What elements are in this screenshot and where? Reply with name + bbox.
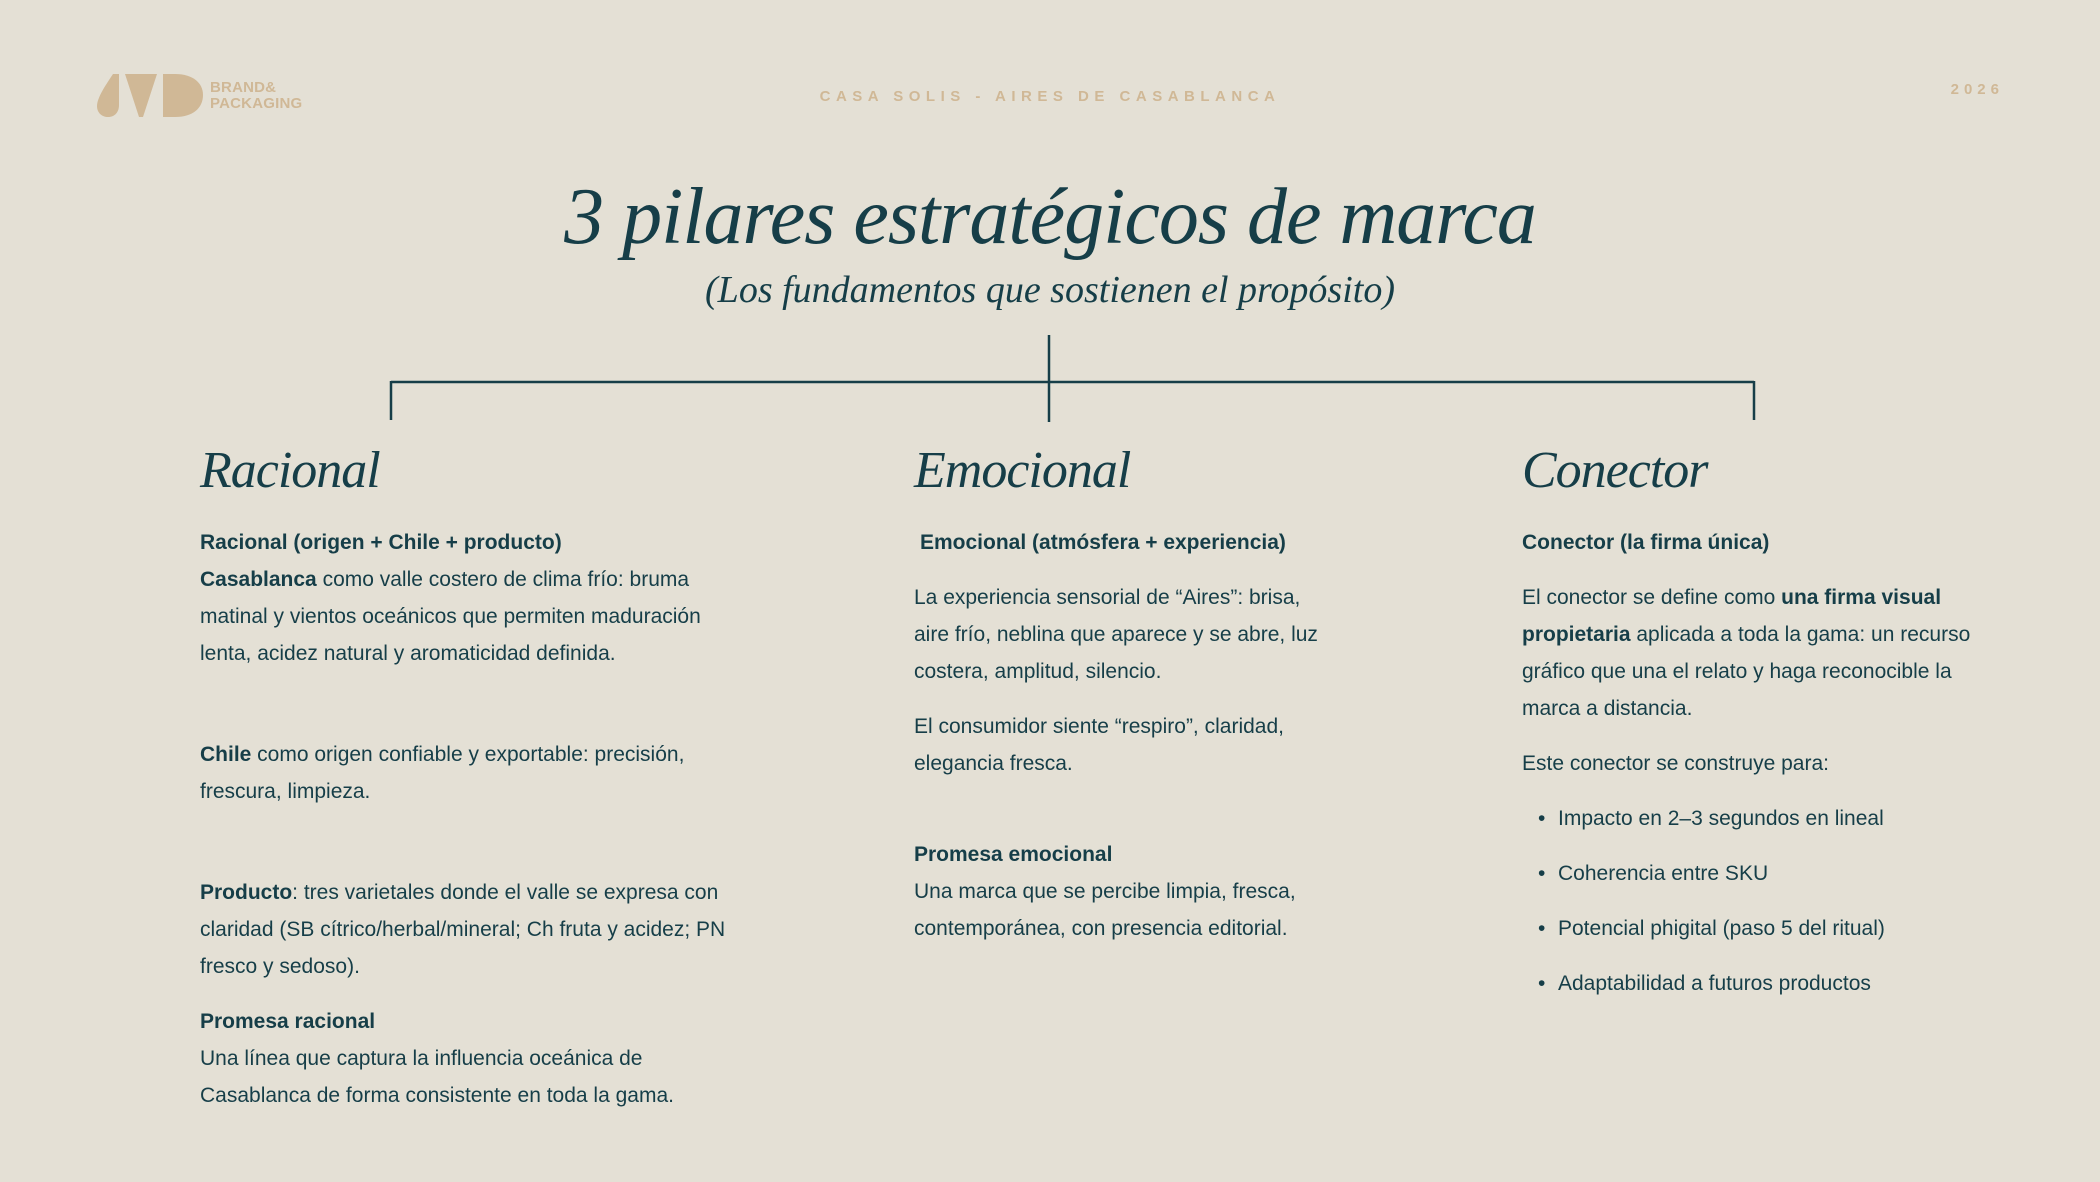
paragraph-text: como valle costero de clima frío: bruma matinal y vientos oceánicos que permiten maduración lenta, acidez natural y aromaticidad definida.: [200, 568, 701, 665]
promise-text: Una marca que se percibe limpia, fresca, contemporánea, con presencia editorial.: [914, 880, 1296, 940]
header-year: 2026: [1950, 81, 2004, 98]
list-item: • Coherencia entre SKU: [1538, 855, 1972, 892]
paragraph-text: aplicada a toda la gama: un recurso gráfico que una el relato y haga reconocible la marca a distancia.: [1522, 623, 1971, 720]
pillar-heading: Racional (origen + Chile + producto): [200, 531, 562, 554]
bold-term: Casablanca: [200, 568, 317, 591]
pillar-paragraph: [200, 874, 740, 985]
promise-label: Promesa racional: [200, 1010, 376, 1033]
page-title: 3 pilares estratégicos de marca: [564, 173, 1536, 261]
pillar-racional: [200, 440, 740, 1114]
list-item: • Potencial phigital (paso 5 del ritual): [1538, 910, 1972, 947]
promise-label: Promesa emocional: [914, 843, 1113, 866]
pillar-paragraph: [1522, 579, 1972, 727]
conector-bullet-list: [1522, 800, 1972, 1002]
paragraph-text: : tres varietales donde el valle se expresa con claridad (SB cítrico/herbal/mineral; Ch fruta y acidez; PN fresco y sedoso).: [200, 881, 726, 978]
logo-line-1: BRAND&: [210, 79, 277, 96]
pillar-paragraph: [200, 736, 740, 810]
promise-text: Una línea que captura la influencia oceánica de Casablanca de forma consistente en toda la gama.: [200, 1047, 674, 1107]
list-item: • Impacto en 2–3 segundos en lineal: [1538, 800, 1972, 837]
pillar-emocional: [914, 440, 1334, 947]
pillar-conector: [1522, 440, 1972, 1020]
pillar-paragraph: [200, 561, 740, 672]
paragraph-text: como origen confiable y exportable: precisión, frescura, limpieza.: [200, 743, 685, 803]
logo-line-2: PACKAGING: [210, 95, 303, 112]
pillar-paragraph: La experiencia sensorial de “Aires”: brisa, aire frío, neblina que aparece y se abre, luz costera, amplitud, silencio.: [914, 586, 1318, 683]
paragraph-text: El conector se define como: [1522, 586, 1782, 609]
pillar-title: Racional: [200, 442, 380, 499]
bold-term: Producto: [200, 881, 293, 904]
pillar-title: Emocional: [914, 442, 1131, 499]
pillar-heading: Conector (la firma única): [1522, 531, 1770, 554]
pillar-connector-diagram: [0, 330, 2100, 430]
pillar-title: Conector: [1522, 442, 1708, 499]
bold-term: una firma visual propietaria: [1522, 586, 1942, 646]
bold-term: Chile: [200, 743, 252, 766]
page-subtitle: (Los fundamentos que sostienen el propósito): [705, 269, 1395, 311]
project-header: CASA SOLIS - AIRES DE CASABLANCA: [819, 88, 1281, 105]
pillar-heading: Emocional (atmósfera + experiencia): [920, 531, 1286, 554]
pillar-paragraph: El consumidor siente “respiro”, claridad, elegancia fresca.: [914, 715, 1284, 775]
list-item: • Adaptabilidad a futuros productos: [1538, 965, 1972, 1002]
pillar-paragraph: Este conector se construye para:: [1522, 752, 1829, 775]
